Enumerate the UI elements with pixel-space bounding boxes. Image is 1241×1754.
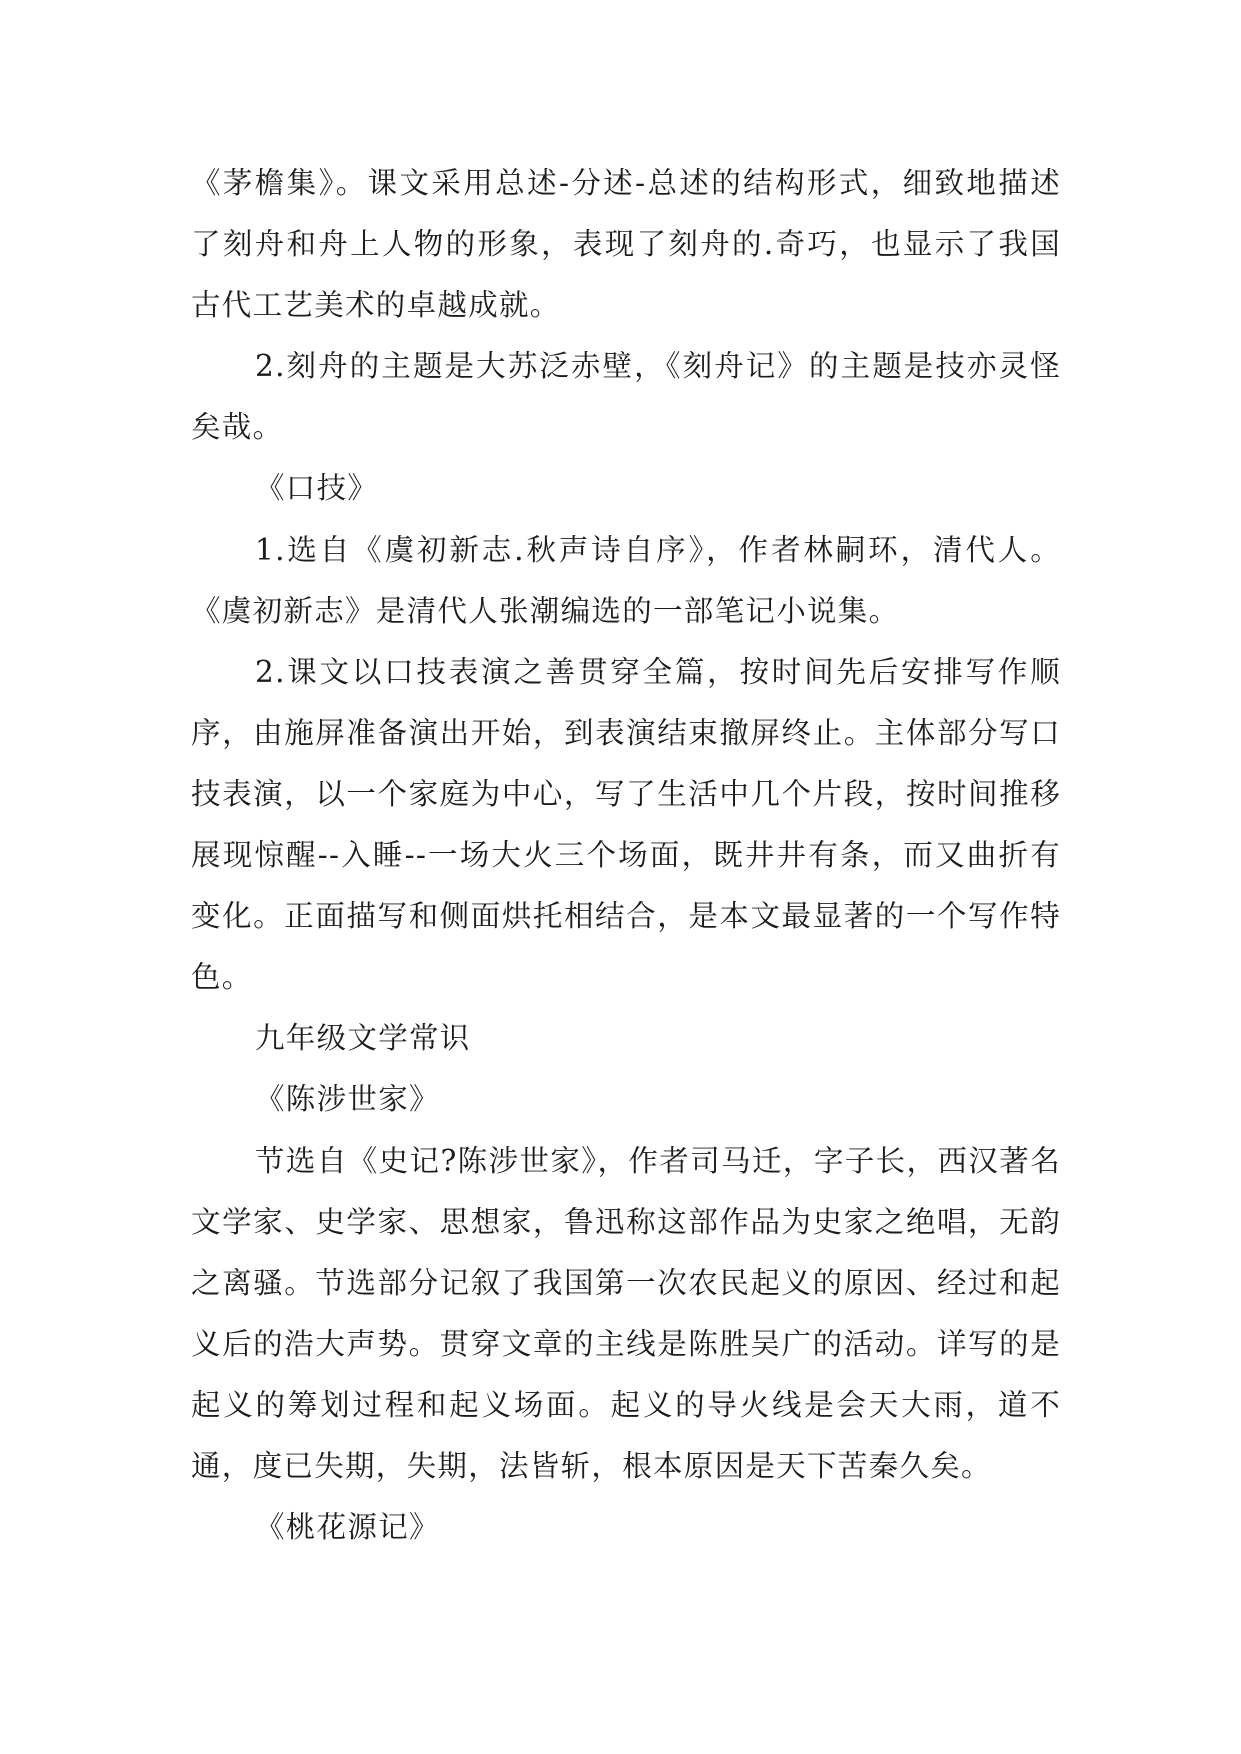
heading-chen-she-shijia: 《陈涉世家》 xyxy=(255,1082,440,1117)
heading-kouji: 《口技》 xyxy=(255,471,379,506)
heading-grade-nine-literature: 九年级文学常识 xyxy=(255,1021,471,1056)
paragraph-maoyan-collection: 《茅檐集》。课文采用总述-分述-总述的结构形式，细致地描述了刻舟和舟上人物的形象，表现了刻舟的.奇巧，也显示了我国古代工艺美术的卓越成就。 xyxy=(191,166,1061,323)
paragraph-chen-she-shijia: 节选自《史记?陈涉世家》，作者司马迁，字子长，西汉著名文学家、史学家、思想家，鲁迅称这部作品为史家之绝唱，无韵之离骚。节选部分记叙了我国第一次农民起义的原因、经过和起义后的浩大声势。贯穿文章的主线是陈胜吴广的活动。详写的是起义的筹划过程和起义场面。起义的导火线是会天大雨，道不通，度已失期，失期，法皆斩，根本原因是天下苦秦久矣。 xyxy=(191,1143,1061,1483)
heading-taohuayuan-ji: 《桃花源记》 xyxy=(255,1510,440,1545)
paragraph-kouji-source: 1.选自《虞初新志.秋声诗自序》，作者林嗣环，清代人。《虞初新志》是清代人张潮编选的一部笔记小说集。 xyxy=(191,532,1061,628)
document-page xyxy=(191,153,1061,1558)
paragraph-kouji-structure: 2.课文以口技表演之善贯穿全篇，按时间先后安排写作顺序，由施屏准备演出开始，到表演结束撤屏终止。主体部分写口技表演，以一个家庭为中心，写了生活中几个片段，按时间推移展现惊醒--入睡--一场大火三个场面，既井井有条，而又曲折有变化。正面描写和侧面烘托相结合，是本文最显著的一个写作特色。 xyxy=(191,654,1061,995)
paragraph-keshou-theme: 2.刻舟的主题是大苏泛赤壁，《刻舟记》的主题是技亦灵怪矣哉。 xyxy=(191,349,1061,445)
